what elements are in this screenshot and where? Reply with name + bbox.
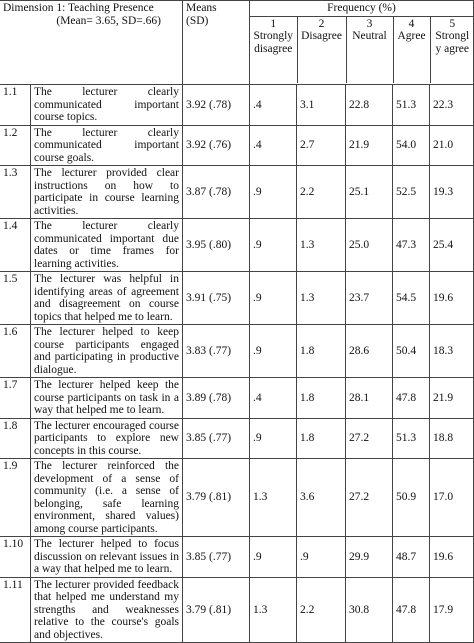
item-mean: 3.89 (.78) <box>183 378 250 419</box>
scale-5-num: 5 <box>449 17 456 30</box>
item-id: 1.1 <box>0 85 31 126</box>
freq-strongly-disagree: .9 <box>250 537 297 578</box>
table-row <box>0 325 473 378</box>
item-text: The lecturer clearly communicated important due dates or time frames for learning activities. <box>31 219 183 272</box>
freq-agree: 50.9 <box>393 459 430 537</box>
item-mean: 3.79 (.81) <box>183 459 250 537</box>
frequency-label: Frequency (%) <box>250 1 473 17</box>
freq-agree: 51.3 <box>393 418 430 459</box>
table-row <box>0 85 473 126</box>
table-row <box>0 537 473 578</box>
freq-neutral: 25.0 <box>346 219 393 272</box>
table-row <box>0 378 473 419</box>
freq-agree: 52.5 <box>393 166 430 219</box>
scale-4 <box>393 17 430 83</box>
freq-agree: 50.4 <box>393 325 430 378</box>
item-mean: 3.91 (.75) <box>183 272 250 325</box>
item-id: 1.9 <box>0 459 31 537</box>
freq-strongly-agree: 21.9 <box>430 378 474 419</box>
item-id: 1.5 <box>0 272 31 325</box>
freq-neutral: 27.2 <box>346 418 393 459</box>
scale-3-num: 3 <box>366 17 373 30</box>
freq-strongly-agree: 17.9 <box>430 577 474 643</box>
item-text: The lecturer was helpful in identifying areas of agreement and disagreement on course topics that helped me to learn. <box>31 272 183 325</box>
freq-strongly-disagree: 1.3 <box>250 577 297 643</box>
item-text: The lecturer provided feedback that helped me understand my strengths and weaknesses relative to the course's goals and objectives. <box>31 577 183 643</box>
dimension-stats: (Mean= 3.65, SD=.66) <box>56 14 161 27</box>
freq-strongly-disagree: .9 <box>250 219 297 272</box>
item-text: The lecturer clearly communicated important course goals. <box>31 125 183 166</box>
freq-strongly-agree: 19.6 <box>430 537 474 578</box>
dimension-title: Dimension 1: Teaching Presence <box>3 2 154 14</box>
freq-neutral: 28.1 <box>346 378 393 419</box>
item-id: 1.10 <box>0 537 31 578</box>
item-mean: 3.92 (.78) <box>183 85 250 126</box>
item-text: The lecturer helped to focus discussion on relevant issues in a way that helped me to learn. <box>31 537 183 578</box>
freq-neutral: 23.7 <box>346 272 393 325</box>
freq-agree: 47.8 <box>393 378 430 419</box>
freq-strongly-agree: 21.0 <box>430 125 474 166</box>
item-mean: 3.83 (.77) <box>183 325 250 378</box>
item-text: The lecturer provided clear instructions on how to participate in course learning activities. <box>31 166 183 219</box>
freq-strongly-disagree: .4 <box>250 125 297 166</box>
freq-strongly-agree: 18.3 <box>430 325 474 378</box>
item-id: 1.3 <box>0 166 31 219</box>
means-header <box>183 1 250 85</box>
freq-disagree: 3.6 <box>297 459 346 537</box>
freq-disagree: .9 <box>297 537 346 578</box>
freq-neutral: 28.6 <box>346 325 393 378</box>
table-row <box>0 577 473 643</box>
scale-5-label: Strongly agree <box>435 30 470 55</box>
item-mean: 3.92 (.76) <box>183 125 250 166</box>
freq-agree: 54.5 <box>393 272 430 325</box>
table-row <box>0 272 473 325</box>
table-row <box>0 166 473 219</box>
freq-neutral: 30.8 <box>346 577 393 643</box>
scale-1-label: Strongly disagree <box>253 30 294 55</box>
scale-5 <box>430 17 473 83</box>
item-id: 1.11 <box>0 577 31 643</box>
item-id: 1.6 <box>0 325 31 378</box>
scale-2-num: 2 <box>318 17 325 30</box>
freq-disagree: 1.8 <box>297 325 346 378</box>
freq-disagree: 2.2 <box>297 166 346 219</box>
freq-strongly-disagree: .9 <box>250 166 297 219</box>
freq-agree: 47.8 <box>393 577 430 643</box>
freq-disagree: 1.8 <box>297 378 346 419</box>
freq-neutral: 29.9 <box>346 537 393 578</box>
freq-agree: 47.3 <box>393 219 430 272</box>
freq-strongly-agree: 25.4 <box>430 219 474 272</box>
freq-disagree: 1.8 <box>297 418 346 459</box>
item-text: The lecturer reinforced the development of a sense of community (i.e. a sense of belonging, safe learning environment, shared values) among course participants. <box>31 459 183 537</box>
freq-strongly-agree: 19.6 <box>430 272 474 325</box>
item-text: The lecturer clearly communicated important course topics. <box>31 85 183 126</box>
item-id: 1.8 <box>0 418 31 459</box>
frequency-header <box>250 1 474 85</box>
item-mean: 3.87 (.78) <box>183 166 250 219</box>
scale-1-num: 1 <box>270 17 277 30</box>
item-mean: 3.85 (.77) <box>183 418 250 459</box>
freq-neutral: 21.9 <box>346 125 393 166</box>
item-text: The lecturer encouraged course participants to explore new concepts in this course. <box>31 418 183 459</box>
freq-disagree: 2.2 <box>297 577 346 643</box>
freq-strongly-agree: 18.8 <box>430 418 474 459</box>
scale-2-label: Disagree <box>301 30 342 42</box>
freq-disagree: 3.1 <box>297 85 346 126</box>
freq-disagree: 2.7 <box>297 125 346 166</box>
freq-strongly-agree: 17.0 <box>430 459 474 537</box>
table-row <box>0 125 473 166</box>
freq-agree: 51.3 <box>393 85 430 126</box>
freq-strongly-disagree: .4 <box>250 85 297 126</box>
freq-strongly-agree: 19.3 <box>430 166 474 219</box>
freq-neutral: 27.2 <box>346 459 393 537</box>
item-mean: 3.85 (.77) <box>183 537 250 578</box>
table-row <box>0 418 473 459</box>
freq-neutral: 25.1 <box>346 166 393 219</box>
scale-4-label: Agree <box>397 30 426 42</box>
item-text: The lecturer helped keep the course participants on task in a way that helped me to learn. <box>31 378 183 419</box>
scale-3 <box>346 17 393 83</box>
item-id: 1.4 <box>0 219 31 272</box>
dimension-header <box>0 1 183 85</box>
scale-3-label: Neutral <box>352 30 387 42</box>
freq-strongly-disagree: .9 <box>250 272 297 325</box>
means-sub: (SD) <box>186 14 209 27</box>
freq-agree: 48.7 <box>393 537 430 578</box>
freq-strongly-disagree: .4 <box>250 378 297 419</box>
item-text: The lecturer helped to keep course participants engaged and participating in productive dialogue. <box>31 325 183 378</box>
scale-1 <box>250 17 297 83</box>
freq-disagree: 1.3 <box>297 272 346 325</box>
scale-4-num: 4 <box>408 17 415 30</box>
scale-2 <box>297 17 346 83</box>
header-row <box>0 1 473 85</box>
item-id: 1.2 <box>0 125 31 166</box>
freq-strongly-disagree: 1.3 <box>250 459 297 537</box>
item-mean: 3.95 (.80) <box>183 219 250 272</box>
freq-agree: 54.0 <box>393 125 430 166</box>
means-label: Means <box>186 2 217 14</box>
freq-disagree: 1.3 <box>297 219 346 272</box>
item-id: 1.7 <box>0 378 31 419</box>
freq-strongly-disagree: .9 <box>250 325 297 378</box>
freq-strongly-agree: 22.3 <box>430 85 474 126</box>
freq-neutral: 22.8 <box>346 85 393 126</box>
table-row <box>0 219 473 272</box>
table-row <box>0 459 473 537</box>
freq-strongly-disagree: .9 <box>250 418 297 459</box>
item-mean: 3.79 (.81) <box>183 577 250 643</box>
